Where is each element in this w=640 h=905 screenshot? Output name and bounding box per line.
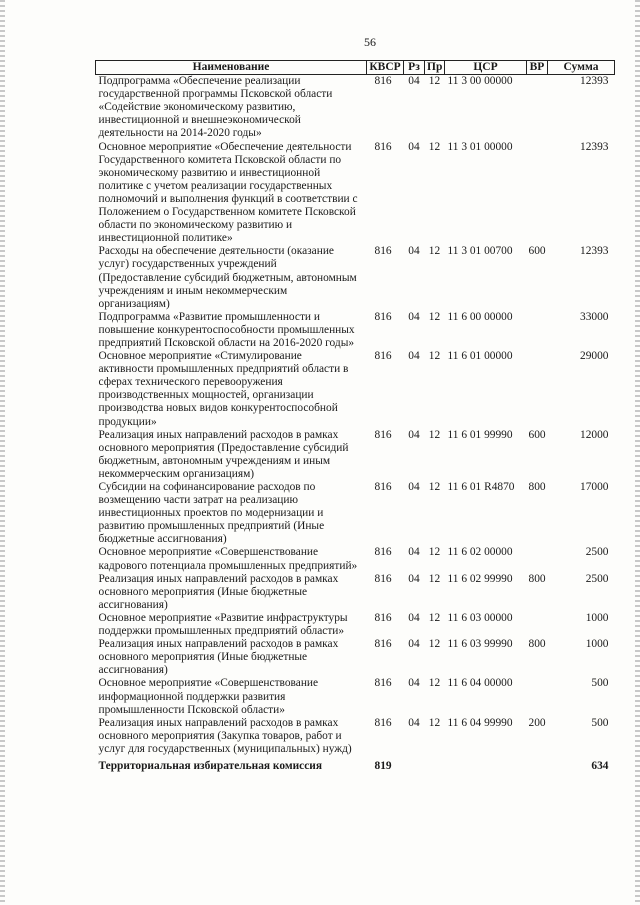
header-name: Наименование	[96, 61, 367, 75]
cell-vr	[527, 311, 548, 350]
cell-vr	[527, 350, 548, 429]
cell-kvsr: 816	[374, 611, 392, 624]
header-rz: Рз	[404, 61, 425, 75]
cell-kvsr: 816	[374, 716, 392, 729]
cell-rz: 04	[408, 481, 420, 493]
cell-name: Основное мероприятие «Совершенствование кадрового потенциала промышленных предприятий»	[98, 546, 358, 572]
cell-name: Подпрограмма «Обеспечение реализации государственной программы Псковской области «Содействие экономическому развитию, инвестиционной и внешнеэкономической деятельности на 2014-2020 годы»	[98, 75, 333, 140]
cell-rz: 04	[408, 638, 420, 651]
cell-vr	[527, 546, 548, 572]
cell-vr	[527, 756, 548, 773]
cell-csr: 11 6 00 00000	[447, 310, 513, 323]
cell-kvsr: 816	[374, 428, 392, 441]
cell-pr: 12	[428, 350, 441, 363]
cell-csr: 11 3 00 00000	[447, 75, 513, 88]
cell-rz: 04	[408, 310, 420, 323]
cell-vr: 800	[528, 638, 546, 651]
cell-name: Основное мероприятие «Обеспечение деятельности Государственного комитета Псковской области по экономическому развитию и инвестиционной политике с учетом реализации государственных полномочий и выполнения функций в соответствии с Положением о Государственном комитете Псковской области по экономическому развитию и инвестиционной политике»	[98, 140, 358, 245]
cell-csr: 11 6 02 00000	[447, 546, 513, 559]
cell-name: Основное мероприятие «Развитие инфраструктуры поддержки промышленных предприятий области»	[98, 611, 348, 638]
cell-kvsr: 816	[374, 245, 392, 258]
cell-pr: 12	[428, 245, 441, 258]
cell-csr: 11 6 02 99990	[447, 572, 513, 585]
cell-pr: 12	[428, 677, 441, 690]
cell-csr: 11 3 01 00700	[447, 245, 513, 258]
cell-kvsr: 816	[374, 638, 392, 651]
cell-sum: 12393	[580, 245, 609, 258]
cell-name: Реализация иных направлений расходов в рамках основного мероприятия (Иные бюджетные ассигнования)	[98, 572, 339, 611]
header-sum: Сумма	[548, 61, 615, 75]
cell-sum: 29000	[580, 350, 609, 363]
cell-vr	[527, 75, 548, 141]
cell-name: Реализация иных направлений расходов в рамках основного мероприятия (Иные бюджетные ассигнования)	[98, 638, 339, 677]
cell-pr: 12	[428, 140, 441, 153]
cell-csr	[445, 756, 527, 773]
cell-vr: 600	[528, 245, 546, 258]
table-row	[96, 481, 615, 546]
cell-sum: 33000	[580, 310, 609, 323]
cell-name: Основное мероприятие «Стимулирование активности промышленных предприятий области в сферах технического перевооружения производственных мощностей, организации производства новых видов конкурентоспособной продукции»	[98, 350, 349, 428]
cell-kvsr: 816	[374, 140, 392, 153]
cell-sum: 17000	[580, 481, 609, 493]
cell-name: Территориальная избирательная комиссия	[98, 759, 322, 772]
table-body	[96, 75, 615, 773]
cell-kvsr: 816	[374, 677, 392, 690]
cell-rz: 04	[408, 546, 420, 559]
cell-name: Основное мероприятие «Совершенствование информационной поддержки развития промышленности Псковской области»	[98, 677, 319, 716]
cell-csr: 11 6 01 R4870	[447, 481, 515, 493]
table-row	[96, 75, 615, 141]
page-number: 56	[364, 35, 376, 49]
cell-vr: 200	[528, 716, 546, 729]
cell-kvsr: 816	[374, 546, 392, 559]
header-csr: ЦСР	[445, 61, 527, 75]
table-row	[96, 245, 615, 310]
cell-vr	[527, 141, 548, 246]
table-row	[96, 612, 615, 638]
cell-name: Подпрограмма «Развитие промышленности и повышение конкурентоспособности промышленных предприятий Псковской области на 2016-2020 годы»	[98, 310, 355, 349]
table-row	[96, 573, 615, 612]
cell-rz: 04	[408, 716, 420, 729]
cell-pr: 12	[428, 481, 441, 493]
cell-vr: 600	[528, 428, 546, 441]
table-row	[96, 350, 615, 429]
cell-rz: 04	[408, 572, 420, 585]
cell-kvsr: 816	[374, 75, 392, 88]
cell-vr	[527, 612, 548, 638]
cell-pr: 12	[428, 716, 441, 729]
cell-kvsr: 816	[374, 310, 392, 323]
cell-kvsr: 816	[374, 481, 392, 493]
cell-rz: 04	[408, 140, 420, 153]
cell-name: Субсидии на софинансирование расходов по возмещению части затрат на реализацию инвестиционных проектов по модернизации и развитию промышленных предприятий (Иные бюджетные ассигнования)	[98, 481, 325, 546]
cell-vr: 800	[528, 481, 546, 493]
table-row	[96, 717, 615, 756]
cell-name: Расходы на обеспечение деятельности (оказание услуг) государственных учреждений (Предоставление субсидий бюджетным, автономным учреждениям и иным некоммерческим организациям)	[98, 245, 357, 310]
cell-csr: 11 6 01 00000	[447, 350, 513, 363]
cell-kvsr: 816	[374, 572, 392, 585]
header-pr: Пр	[425, 61, 445, 75]
cell-rz: 04	[408, 245, 420, 258]
cell-rz: 04	[408, 75, 420, 88]
cell-name: Реализация иных направлений расходов в рамках основного мероприятия (Закупка товаров, работ и услуг для государственных (муниципальных) нужд)	[98, 716, 352, 755]
cell-kvsr: 819	[374, 759, 392, 772]
cell-rz: 04	[408, 428, 420, 441]
cell-csr: 11 6 03 99990	[447, 638, 513, 651]
cell-pr	[425, 756, 445, 773]
cell-sum: 12000	[580, 428, 609, 441]
cell-rz: 04	[408, 350, 420, 363]
table-row	[96, 756, 615, 773]
cell-kvsr: 816	[374, 350, 392, 363]
cell-sum: 2500	[585, 572, 609, 585]
cell-vr: 800	[528, 572, 546, 585]
cell-csr: 11 6 03 00000	[447, 611, 513, 624]
table-row	[96, 429, 615, 481]
cell-sum: 500	[591, 716, 609, 729]
cell-sum: 2500	[585, 546, 609, 559]
cell-pr: 12	[428, 75, 441, 88]
header-kvsr: КВСР	[367, 61, 404, 75]
table-row	[96, 311, 615, 350]
cell-sum: 634	[591, 759, 609, 772]
page-scan-edge-left	[0, 0, 5, 905]
cell-pr: 12	[428, 310, 441, 323]
page-scan-edge-right	[635, 0, 640, 905]
cell-sum: 500	[591, 677, 609, 690]
header-vr: ВР	[527, 61, 548, 75]
cell-sum: 12393	[580, 140, 609, 153]
cell-sum: 1000	[585, 611, 609, 624]
cell-vr	[527, 677, 548, 716]
cell-sum: 1000	[585, 638, 609, 651]
cell-rz: 04	[408, 677, 420, 690]
cell-csr: 11 3 01 00000	[447, 140, 513, 153]
table-row	[96, 141, 615, 246]
cell-name: Реализация иных направлений расходов в рамках основного мероприятия (Предоставление субсидий бюджетным, автономным учреждениям и иным некоммерческим организациям)	[98, 428, 349, 480]
cell-csr: 11 6 04 99990	[447, 716, 513, 729]
table-row	[96, 677, 615, 716]
cell-rz	[404, 756, 425, 773]
cell-pr: 12	[428, 546, 441, 559]
table-row	[96, 546, 615, 572]
cell-pr: 12	[428, 611, 441, 624]
cell-pr: 12	[428, 428, 441, 441]
table-header-row	[96, 61, 615, 75]
cell-sum: 12393	[580, 75, 609, 88]
cell-pr: 12	[428, 638, 441, 651]
cell-csr: 11 6 04 00000	[447, 677, 513, 690]
cell-pr: 12	[428, 572, 441, 585]
table-row	[96, 638, 615, 677]
budget-table	[95, 60, 615, 773]
cell-rz: 04	[408, 611, 420, 624]
cell-csr: 11 6 01 99990	[447, 428, 513, 441]
